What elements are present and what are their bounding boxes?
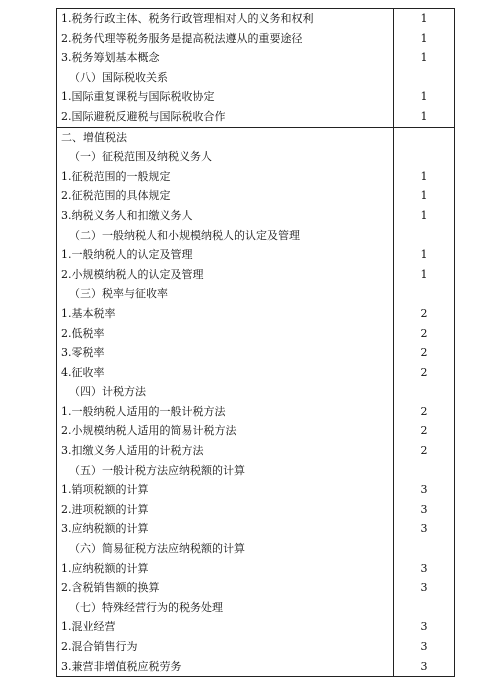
table-row [57, 304, 455, 324]
table-row [57, 186, 455, 206]
level-cell: 3 [394, 500, 455, 520]
level-cell [394, 127, 455, 147]
subsection-heading-row [57, 284, 455, 304]
level-cell: 1 [394, 265, 455, 285]
subsection-heading-row [57, 461, 455, 481]
level-cell: 2 [394, 324, 455, 344]
topic-cell: 2.混合销售行为 [57, 637, 394, 657]
subsection-heading-row [57, 147, 455, 167]
level-cell: 2 [394, 421, 455, 441]
level-cell: 1 [394, 87, 455, 107]
level-cell [394, 461, 455, 481]
level-cell: 2 [394, 441, 455, 461]
level-cell: 2 [394, 343, 455, 363]
subsection-title: （四）计税方法 [57, 382, 394, 402]
level-cell: 1 [394, 245, 455, 265]
table-row [57, 441, 455, 461]
level-cell: 1 [394, 107, 455, 127]
level-cell: 2 [394, 304, 455, 324]
level-cell: 3 [394, 657, 455, 677]
syllabus-table [56, 8, 455, 677]
topic-cell: 2.国际避税反避税与国际税收合作 [57, 107, 394, 127]
topic-cell: 3.零税率 [57, 343, 394, 363]
subsection-title: （七）特殊经营行为的税务处理 [57, 598, 394, 618]
topic-cell: 1.混业经营 [57, 617, 394, 637]
topic-cell: 1.税务行政主体、税务行政管理相对人的义务和权利 [57, 9, 394, 29]
table-row [57, 107, 455, 127]
level-cell: 1 [394, 167, 455, 187]
subsection-heading-row [57, 68, 455, 88]
subsection-title: （二）一般纳税人和小规模纳税人的认定及管理 [57, 226, 394, 246]
subsection-title: （三）税率与征收率 [57, 284, 394, 304]
level-cell: 1 [394, 206, 455, 226]
topic-cell: 1.基本税率 [57, 304, 394, 324]
topic-cell: 1.征税范围的一般规定 [57, 167, 394, 187]
table-row [57, 578, 455, 598]
table-row [57, 29, 455, 49]
level-cell: 3 [394, 578, 455, 598]
table-row [57, 617, 455, 637]
table-row [57, 324, 455, 344]
level-cell: 3 [394, 519, 455, 539]
topic-cell: 2.进项税额的计算 [57, 500, 394, 520]
topic-cell: 1.应纳税额的计算 [57, 559, 394, 579]
topic-cell: 3.纳税义务人和扣缴义务人 [57, 206, 394, 226]
level-cell: 2 [394, 402, 455, 422]
topic-cell: 2.税务代理等税务服务是提高税法遵从的重要途径 [57, 29, 394, 49]
level-cell: 1 [394, 29, 455, 49]
section-title: 二、增值税法 [57, 127, 394, 147]
level-cell: 3 [394, 480, 455, 500]
level-cell: 2 [394, 363, 455, 383]
table-row [57, 657, 455, 677]
level-cell [394, 382, 455, 402]
level-cell: 1 [394, 48, 455, 68]
table-row [57, 48, 455, 68]
level-cell: 1 [394, 186, 455, 206]
subsection-heading-row [57, 539, 455, 559]
topic-cell: 4.征收率 [57, 363, 394, 383]
subsection-heading-row [57, 382, 455, 402]
table-row [57, 421, 455, 441]
table-row [57, 265, 455, 285]
table-row [57, 206, 455, 226]
table-row [57, 519, 455, 539]
topic-cell: 1.一般纳税人适用的一般计税方法 [57, 402, 394, 422]
level-cell [394, 68, 455, 88]
topic-cell: 2.征税范围的具体规定 [57, 186, 394, 206]
topic-cell: 1.一般纳税人的认定及管理 [57, 245, 394, 265]
table-row [57, 559, 455, 579]
topic-cell: 2.小规模纳税人的认定及管理 [57, 265, 394, 285]
level-cell: 3 [394, 617, 455, 637]
level-cell: 3 [394, 559, 455, 579]
topic-cell: 1.国际重复课税与国际税收协定 [57, 87, 394, 107]
table-row [57, 343, 455, 363]
subsection-title: （一）征税范围及纳税义务人 [57, 147, 394, 167]
level-cell [394, 226, 455, 246]
subsection-title: （五）一般计税方法应纳税额的计算 [57, 461, 394, 481]
level-cell: 3 [394, 637, 455, 657]
table-row [57, 363, 455, 383]
subsection-heading-row [57, 226, 455, 246]
level-cell [394, 598, 455, 618]
syllabus-table-body [57, 9, 455, 677]
level-cell [394, 147, 455, 167]
topic-cell: 1.销项税额的计算 [57, 480, 394, 500]
subsection-title: （六）简易征税方法应纳税额的计算 [57, 539, 394, 559]
topic-cell: 2.含税销售额的换算 [57, 578, 394, 598]
table-row [57, 500, 455, 520]
topic-cell: 3.扣缴义务人适用的计税方法 [57, 441, 394, 461]
topic-cell: 2.小规模纳税人适用的简易计税方法 [57, 421, 394, 441]
topic-cell: 2.低税率 [57, 324, 394, 344]
topic-cell: 3.税务筹划基本概念 [57, 48, 394, 68]
table-row [57, 167, 455, 187]
table-row [57, 9, 455, 29]
topic-cell: 3.应纳税额的计算 [57, 519, 394, 539]
table-row [57, 87, 455, 107]
level-cell [394, 284, 455, 304]
subsection-title: （八）国际税收关系 [57, 68, 394, 88]
section-heading-row [57, 127, 455, 147]
table-row [57, 480, 455, 500]
table-row [57, 637, 455, 657]
table-row [57, 245, 455, 265]
subsection-heading-row [57, 598, 455, 618]
table-row [57, 402, 455, 422]
level-cell [394, 539, 455, 559]
level-cell: 1 [394, 9, 455, 29]
topic-cell: 3.兼营非增值税应税劳务 [57, 657, 394, 677]
